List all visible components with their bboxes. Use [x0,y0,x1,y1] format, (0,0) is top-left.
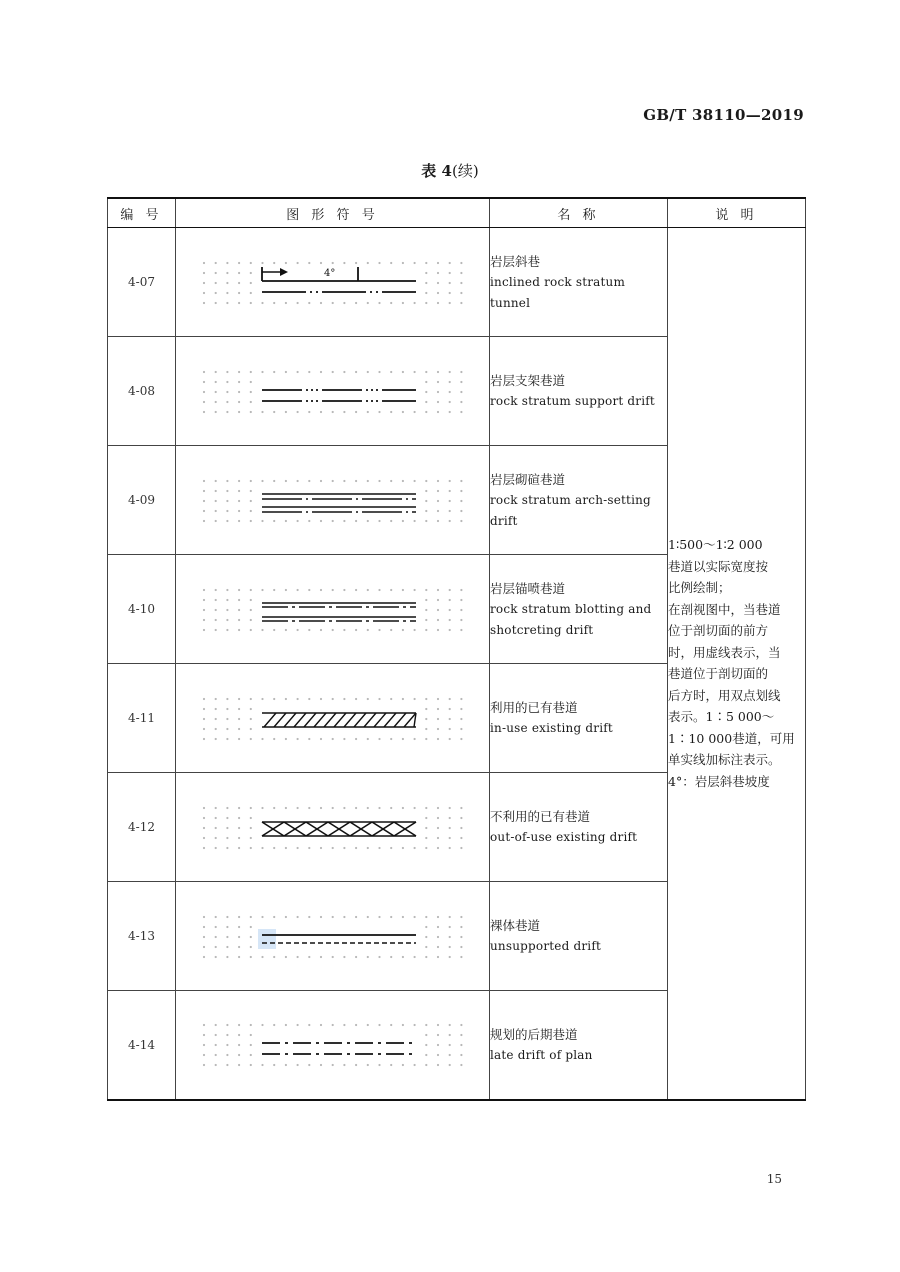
note-line: 1∶500～1∶2 000 [668,537,763,553]
symbol-name-english: rock stratum arch-setting drift [490,492,651,528]
note-line: 单实线加标注表示。 [668,752,781,768]
description-note [668,228,806,1100]
note-line: 4°：岩层斜巷坡度 [668,773,770,789]
symbol-name [490,446,668,555]
standard-code: GB/T 38110—2019 [643,106,804,124]
note-line: 时，用虚线表示，当 [668,644,781,660]
symbol-figure [176,555,490,664]
symbol-name-chinese: 岩层斜巷 [490,253,541,269]
note-line: 位于剖切面的前方 [668,623,769,639]
page-number: 15 [766,1172,782,1186]
table-row [108,228,806,337]
symbol-graphic [176,229,488,336]
table-title-number: 表 4 [421,162,452,180]
symbol-code: 4-08 [108,337,176,446]
symbol-figure [176,773,490,882]
table-header-row [108,198,806,228]
table-title [0,160,900,181]
symbol-name-english: inclined rock stratum tunnel [490,274,626,310]
symbol-name-chinese: 不利用的已有巷道 [490,809,591,824]
symbol-code: 4-12 [108,773,176,882]
symbol-graphic [176,556,488,663]
symbol-name-chinese: 岩层支架巷道 [490,373,566,388]
symbol-table [107,197,806,1101]
note-line: 后方时，用双点划线 [668,687,781,703]
symbol-name-english: out-of-use existing drift [490,830,638,844]
symbol-name-chinese: 规划的后期巷道 [490,1026,578,1042]
symbol-code: 4-10 [108,555,176,664]
symbol-graphic [176,338,488,445]
symbol-name-chinese: 裸体巷道 [490,918,541,933]
note-line: 1∶10 000巷道，可用 [668,730,795,746]
symbol-figure [176,991,490,1100]
symbol-name [490,664,668,773]
symbol-name-english: late drift of plan [490,1047,593,1062]
symbol-code: 4-09 [108,446,176,555]
symbol-code: 4-14 [108,991,176,1100]
note-line: 巷道以实际宽度按 [668,558,769,574]
symbol-code: 4-13 [108,882,176,991]
column-header-code: 编 号 [108,198,176,228]
symbol-figure [176,228,490,337]
column-header-note: 说 明 [668,198,806,228]
note-line: 表示。1∶5 000～ [668,709,775,725]
symbol-name [490,773,668,882]
symbol-figure [176,446,490,555]
symbol-figure [176,337,490,446]
symbol-graphic [176,991,488,1098]
symbol-name-english: rock stratum support drift [490,394,655,408]
symbol-graphic [176,883,488,990]
symbol-name [490,991,668,1100]
symbol-name-english: unsupported drift [490,939,602,953]
slope-label: 4° [324,267,336,279]
symbol-name-chinese: 利用的已有巷道 [490,700,578,715]
column-header-name: 名 称 [490,198,668,228]
column-header-symbol: 图 形 符 号 [176,198,490,228]
symbol-code: 4-11 [108,664,176,773]
symbol-name [490,555,668,664]
note-line: 比例绘制； [668,580,731,596]
symbol-name-english: in-use existing drift [490,721,613,735]
note-line: 在剖视图中，当巷道 [668,601,781,617]
symbol-name-chinese: 岩层锚喷巷道 [490,580,566,596]
symbol-graphic [176,774,488,881]
symbol-name [490,337,668,446]
symbol-name-english: rock stratum blotting and shotcreting drift [490,601,652,637]
symbol-graphic [176,665,488,772]
symbol-name [490,882,668,991]
symbol-name-chinese: 岩层砌碹巷道 [490,471,566,487]
note-line: 巷道位于剖切面的 [668,666,769,682]
symbol-figure [176,664,490,773]
table-title-suffix: (续) [451,162,479,180]
symbol-graphic [176,447,488,554]
symbol-code: 4-07 [108,228,176,337]
symbol-name [490,228,668,337]
symbol-figure [176,882,490,991]
